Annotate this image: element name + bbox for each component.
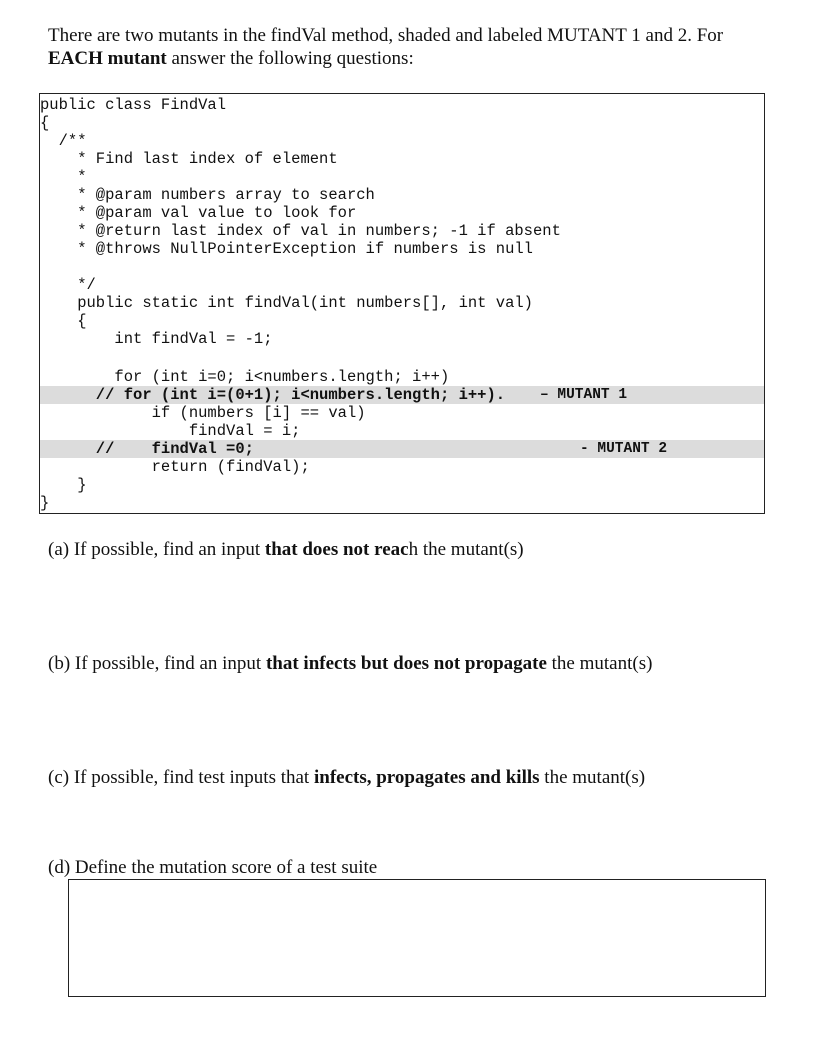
code-line: * Find last index of element: [40, 150, 338, 168]
intro-bold: EACH mutant: [48, 48, 167, 69]
code-line: if (numbers [i] == val): [40, 404, 366, 422]
question-a-bold: that does not reac: [264, 539, 409, 560]
question-b-suffix: the mutant(s): [546, 653, 653, 674]
question-a: [48, 538, 524, 561]
code-line: int findVal = -1;: [40, 330, 273, 348]
code-line: * @throws NullPointerException if numbers is null: [40, 240, 533, 258]
code-line: }: [40, 494, 50, 512]
code-line: }: [40, 476, 87, 494]
intro-text-1: There are two mutants in the findVal method, shaded and labeled MUTANT 1 and 2. For: [48, 25, 724, 46]
answer-box-d[interactable]: [68, 879, 766, 997]
code-line: * @return last index of val in numbers; -1 if absent: [40, 222, 561, 240]
intro-text-2: answer the following questions:: [166, 48, 414, 69]
question-a-prefix: (a) If possible, find an input: [48, 539, 265, 560]
question-c-suffix: the mutant(s): [539, 767, 646, 788]
question-a-suffix: h the mutant(s): [408, 539, 524, 560]
code-line: * @param val value to look for: [40, 204, 357, 222]
code-line: public class FindVal: [40, 96, 227, 114]
mutant-1-line: // for (int i=(0+1); i<numbers.length; i++).: [40, 386, 764, 404]
question-b-bold: that infects but does not propagate: [265, 653, 547, 674]
question-c: [48, 766, 645, 789]
question-b: [48, 652, 652, 675]
code-line: [40, 258, 764, 276]
code-line: public static int findVal(int numbers[], int val): [40, 294, 533, 312]
mutant-1-label: – MUTANT 1: [540, 387, 628, 403]
code-line: *: [40, 168, 87, 186]
code-line: /**: [40, 132, 87, 150]
code-line: return (findVal);: [40, 458, 310, 476]
intro-paragraph: [48, 24, 778, 70]
code-line: {: [40, 312, 87, 330]
mutant-2-label: - MUTANT 2: [580, 441, 668, 457]
code-listing: [39, 93, 765, 514]
code-line: */: [40, 276, 96, 294]
code-line: findVal = i;: [40, 422, 301, 440]
mutant-2-line: // findVal =0;: [40, 440, 764, 458]
code-line: [40, 348, 764, 366]
code-line: * @param numbers array to search: [40, 186, 375, 204]
code-line: for (int i=0; i<numbers.length; i++): [40, 368, 450, 386]
code-line: {: [40, 114, 50, 132]
question-c-bold: infects, propagates and kills: [313, 767, 540, 788]
question-d: (d) Define the mutation score of a test suite: [48, 857, 378, 878]
question-c-prefix: (c) If possible, find test inputs that: [48, 767, 314, 788]
question-b-prefix: (b) If possible, find an input: [48, 653, 266, 674]
